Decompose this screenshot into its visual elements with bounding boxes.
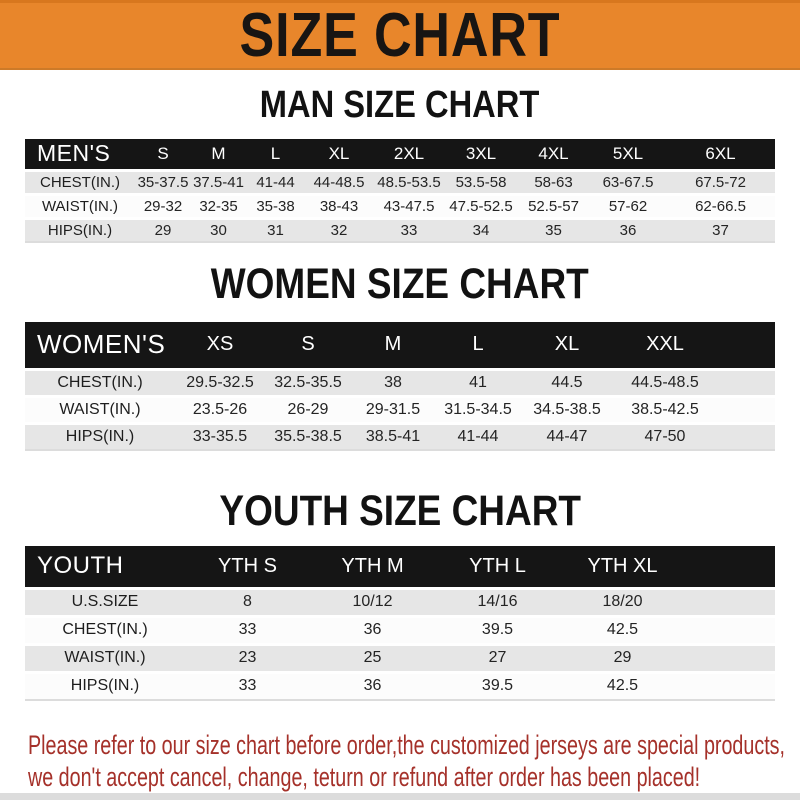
size-cell: 8 [185, 588, 310, 616]
size-cell: 32 [305, 218, 373, 242]
size-cell: 34.5-38.5 [521, 396, 613, 423]
men-chest-row [25, 170, 775, 194]
section-heading-man-text: MAN SIZE CHART [260, 84, 540, 126]
women-waist-row [25, 396, 775, 423]
size-cell: 41-44 [435, 423, 521, 450]
filler-cell [685, 644, 775, 672]
section-heading-women [0, 260, 800, 309]
size-cell: 38-43 [305, 194, 373, 218]
size-cell: 41-44 [246, 170, 305, 194]
row-label: CHEST(IN.) [25, 616, 185, 644]
row-label: HIPS(IN.) [25, 218, 135, 242]
youth-ussize-row [25, 588, 775, 616]
size-cell: 29-32 [135, 194, 191, 218]
size-cell: 32-35 [191, 194, 246, 218]
size-col-header: L [472, 333, 484, 356]
men-header-row [25, 139, 775, 170]
size-cell: 62-66.5 [666, 194, 775, 218]
women-size-table [25, 322, 775, 451]
youth-header-row [25, 546, 775, 588]
size-cell: 35 [517, 218, 590, 242]
size-cell: 23 [185, 644, 310, 672]
size-col-header: 5XL [612, 143, 644, 163]
size-cell: 29-31.5 [351, 396, 435, 423]
size-col-header: 3XL [465, 143, 497, 163]
size-col-header: M [211, 143, 226, 163]
size-col-header: S [157, 143, 169, 163]
size-col-header: YTH M [341, 554, 404, 577]
size-cell: 57-62 [590, 194, 666, 218]
row-label: CHEST(IN.) [25, 170, 135, 194]
row-label: WAIST(IN.) [25, 644, 185, 672]
size-col-header: L [270, 143, 281, 163]
size-cell: 44.5 [521, 369, 613, 396]
men-size-table [25, 139, 775, 243]
size-cell: 23.5-26 [175, 396, 265, 423]
youth-size-table [25, 546, 775, 701]
women-header-row [25, 322, 775, 369]
row-label: HIPS(IN.) [25, 672, 185, 700]
women-hips-row [25, 423, 775, 450]
disclaimer-line-2: we don't accept cancel, change, teturn or refund after order has been placed! [28, 762, 701, 792]
size-cell: 29 [560, 644, 685, 672]
size-cell: 29 [135, 218, 191, 242]
size-cell: 58-63 [517, 170, 590, 194]
row-label: HIPS(IN.) [25, 423, 175, 450]
size-cell: 37.5-41 [191, 170, 246, 194]
filler-cell [717, 369, 775, 396]
filler-cell [685, 546, 775, 588]
size-chart-banner [0, 0, 800, 70]
filler-cell [717, 322, 775, 369]
size-cell: 38.5-41 [351, 423, 435, 450]
size-col-header: 6XL [705, 143, 736, 163]
size-col-header: YTH XL [587, 554, 658, 577]
size-cell: 33 [185, 672, 310, 700]
youth-chest-row [25, 616, 775, 644]
size-cell: 34 [445, 218, 517, 242]
row-label: WAIST(IN.) [25, 194, 135, 218]
size-cell: 38.5-42.5 [613, 396, 717, 423]
filler-cell [685, 588, 775, 616]
men-hips-row [25, 218, 775, 242]
filler-cell [717, 423, 775, 450]
filler-cell [717, 396, 775, 423]
size-cell: 14/16 [435, 588, 560, 616]
size-cell: 39.5 [435, 616, 560, 644]
size-cell: 47.5-52.5 [445, 194, 517, 218]
size-cell: 26-29 [265, 396, 351, 423]
size-cell: 33 [373, 218, 445, 242]
size-cell: 37 [666, 218, 775, 242]
size-cell: 35.5-38.5 [265, 423, 351, 450]
size-col-header: XS [206, 333, 234, 356]
size-cell: 39.5 [435, 672, 560, 700]
size-cell: 42.5 [560, 672, 685, 700]
size-cell: 35-37.5 [135, 170, 191, 194]
youth-hips-row [25, 672, 775, 700]
size-cell: 35-38 [246, 194, 305, 218]
size-col-header: M [384, 333, 402, 356]
size-cell: 10/12 [310, 588, 435, 616]
disclaimer-line-1: Please refer to our size chart before order,the customized jerseys are special products, [28, 730, 786, 760]
size-cell: 44-48.5 [305, 170, 373, 194]
size-col-header: 4XL [538, 143, 569, 163]
size-cell: 44-47 [521, 423, 613, 450]
size-cell: 36 [590, 218, 666, 242]
size-cell: 67.5-72 [666, 170, 775, 194]
filler-cell [685, 616, 775, 644]
footer-disclaimer [28, 729, 785, 793]
size-cell: 33 [185, 616, 310, 644]
size-cell: 27 [435, 644, 560, 672]
size-col-header: YTH L [469, 554, 526, 577]
youth-waist-row [25, 644, 775, 672]
row-label: CHEST(IN.) [25, 369, 175, 396]
women-corner-label: WOMEN'S [37, 329, 166, 360]
size-cell: 31.5-34.5 [435, 396, 521, 423]
men-waist-row [25, 194, 775, 218]
size-cell: 30 [191, 218, 246, 242]
women-chest-row [25, 369, 775, 396]
size-col-header: XL [554, 333, 580, 356]
size-cell: 47-50 [613, 423, 717, 450]
size-cell: 36 [310, 616, 435, 644]
size-cell: 41 [435, 369, 521, 396]
row-label: WAIST(IN.) [25, 396, 175, 423]
section-heading-youth [0, 487, 800, 536]
size-cell: 52.5-57 [517, 194, 590, 218]
size-cell: 42.5 [560, 616, 685, 644]
size-col-header: 2XL [393, 143, 425, 163]
size-cell: 53.5-58 [445, 170, 517, 194]
size-col-header: XL [328, 143, 350, 163]
size-cell: 48.5-53.5 [373, 170, 445, 194]
section-heading-youth-text: YOUTH SIZE CHART [219, 487, 581, 535]
size-col-header: YTH S [218, 554, 277, 577]
size-cell: 38 [351, 369, 435, 396]
size-cell: 44.5-48.5 [613, 369, 717, 396]
size-col-header: XXL [646, 333, 684, 356]
men-corner-label: MEN'S [37, 140, 111, 167]
size-cell: 33-35.5 [175, 423, 265, 450]
youth-corner-label: YOUTH [37, 552, 124, 580]
size-cell: 25 [310, 644, 435, 672]
size-cell: 31 [246, 218, 305, 242]
size-cell: 29.5-32.5 [175, 369, 265, 396]
size-cell: 63-67.5 [590, 170, 666, 194]
size-cell: 43-47.5 [373, 194, 445, 218]
size-cell: 32.5-35.5 [265, 369, 351, 396]
section-heading-man [0, 84, 800, 127]
bottom-edge-strip [0, 793, 800, 800]
size-cell: 36 [310, 672, 435, 700]
banner-title: SIZE CHART [239, 1, 561, 70]
section-heading-women-text: WOMEN SIZE CHART [210, 260, 589, 308]
size-cell: 18/20 [560, 588, 685, 616]
size-col-header: S [301, 333, 315, 356]
row-label: U.S.SIZE [25, 588, 185, 616]
filler-cell [685, 672, 775, 700]
